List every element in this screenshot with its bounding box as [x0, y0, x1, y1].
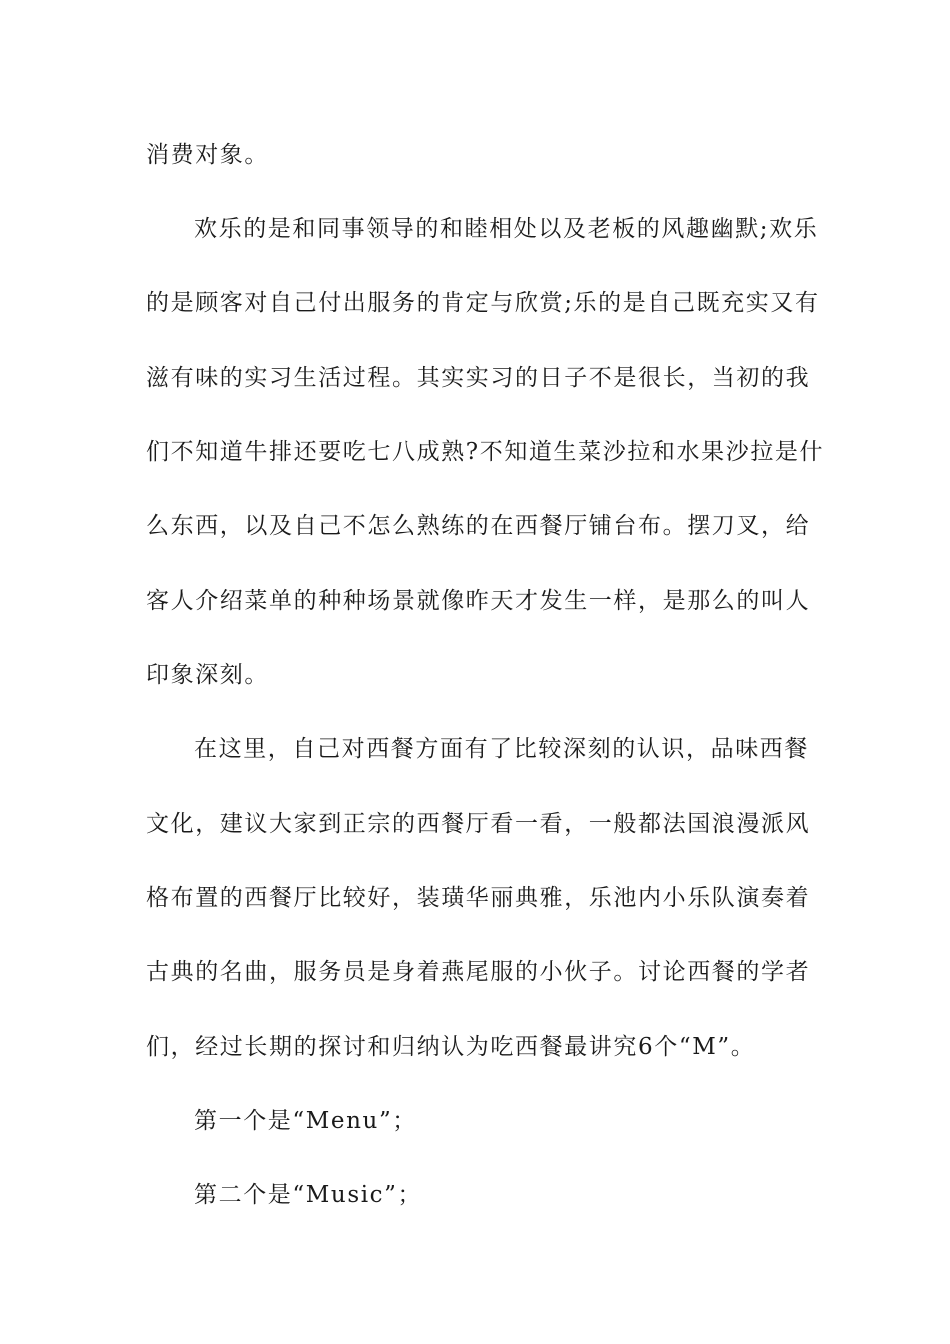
- text-line: 格布置的西餐厅比较好，装璜华丽典雅，乐池内小乐队演奏着: [146, 885, 811, 911]
- text-line: 滋有味的实习生活过程。其实实习的日子不是很长，当初的我: [146, 365, 811, 391]
- text-line: 印象深刻。: [146, 662, 269, 688]
- text-line: 消费对象。: [146, 142, 269, 168]
- text-line: 们，经过长期的探讨和归纳认为吃西餐最讲究6个“M”。: [146, 1034, 756, 1060]
- text-line: 古典的名曲，服务员是身着燕尾服的小伙子。讨论西餐的学者: [146, 959, 811, 985]
- text-line: 文化，建议大家到正宗的西餐厅看一看，一般都法国浪漫派风: [146, 811, 811, 837]
- list-item-line: 第二个是“Music”；: [194, 1182, 423, 1208]
- list-item-line: 第一个是“Menu”；: [194, 1108, 417, 1134]
- paragraph-start-line: 欢乐的是和同事领导的和睦相处以及老板的风趣幽默;欢乐: [194, 216, 819, 242]
- text-line: 们不知道牛排还要吃七八成熟?不知道生菜沙拉和水果沙拉是什: [146, 439, 825, 465]
- paragraph-start-line: 在这里，自己对西餐方面有了比较深刻的认识，品味西餐: [194, 736, 809, 762]
- text-line: 么东西，以及自己不怎么熟练的在西餐厅铺台布。摆刀叉，给: [146, 513, 811, 539]
- text-line: 的是顾客对自己付出服务的肯定与欣赏;乐的是自己既充实又有: [146, 290, 820, 316]
- text-line: 客人介绍菜单的种种场景就像昨天才发生一样，是那么的叫人: [146, 588, 811, 614]
